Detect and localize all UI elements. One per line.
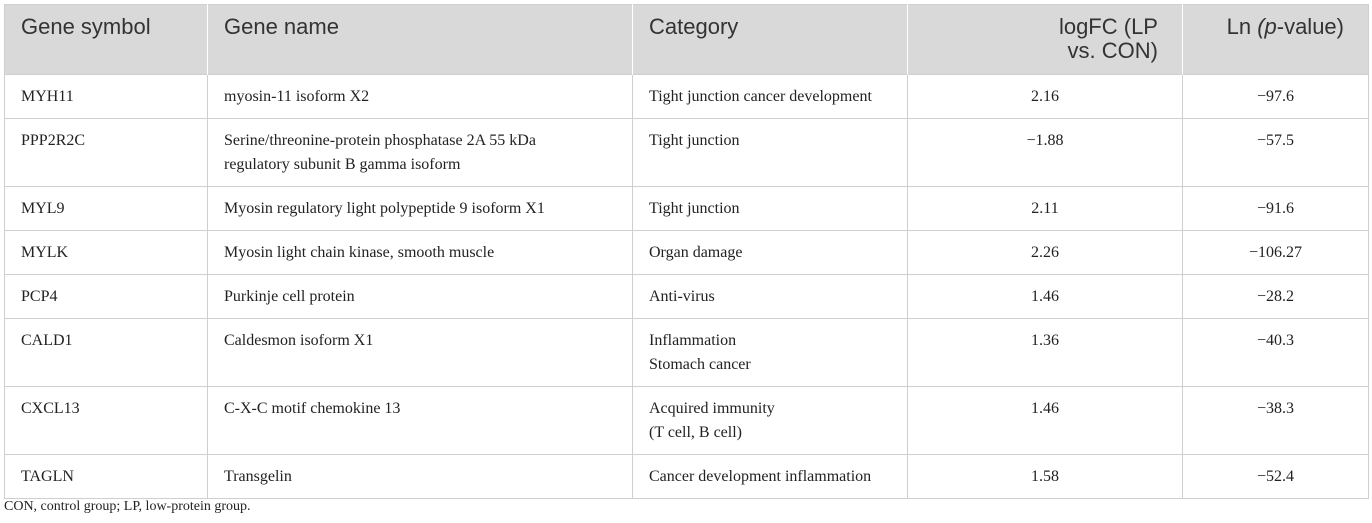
gene-name-line: Myosin light chain kinase, smooth muscle bbox=[224, 244, 495, 261]
table-footnote: CON, control group; LP, low-protein group. bbox=[4, 499, 251, 514]
category-line: Inflammation bbox=[649, 332, 737, 349]
table-row bbox=[5, 455, 1369, 499]
cell-category bbox=[633, 119, 908, 187]
category-line: Cancer development inflammation bbox=[649, 468, 872, 485]
cell-gene-name bbox=[208, 231, 633, 275]
cell-category bbox=[633, 275, 908, 319]
cell-category bbox=[633, 231, 908, 275]
cell-gene-name bbox=[208, 387, 633, 455]
cell-logfc: 1.46 bbox=[908, 275, 1183, 319]
cell-logfc: 2.11 bbox=[908, 187, 1183, 231]
cell-logfc: 1.36 bbox=[908, 319, 1183, 387]
cell-category bbox=[633, 387, 908, 455]
cell-category bbox=[633, 75, 908, 119]
cell-gene-symbol: MYLK bbox=[5, 231, 208, 275]
header-ln-prefix: Ln bbox=[1226, 14, 1258, 39]
gene-name-line: Purkinje cell protein bbox=[224, 288, 355, 305]
category-line: Organ damage bbox=[649, 244, 743, 261]
gene-name-line: Serine/threonine-protein phosphatase 2A 55 kDa bbox=[224, 132, 536, 149]
gene-name-line: Caldesmon isoform X1 bbox=[224, 332, 374, 349]
cell-logfc: 1.46 bbox=[908, 387, 1183, 455]
gene-name-line: Transgelin bbox=[224, 468, 292, 485]
cell-category bbox=[633, 187, 908, 231]
header-logfc bbox=[908, 5, 1183, 75]
header-category: Category bbox=[633, 5, 908, 75]
category-line: Tight junction bbox=[649, 132, 740, 149]
cell-logfc: 2.16 bbox=[908, 75, 1183, 119]
cell-ln-pvalue: −38.3 bbox=[1183, 387, 1369, 455]
table-row bbox=[5, 387, 1369, 455]
table-row bbox=[5, 319, 1369, 387]
cell-ln-pvalue: −97.6 bbox=[1183, 75, 1369, 119]
cell-ln-pvalue: −57.5 bbox=[1183, 119, 1369, 187]
gene-name-line: regulatory subunit B gamma isoform bbox=[224, 156, 461, 173]
cell-logfc: 1.58 bbox=[908, 455, 1183, 499]
cell-gene-name bbox=[208, 75, 633, 119]
cell-ln-pvalue: −52.4 bbox=[1183, 455, 1369, 499]
gene-table-container bbox=[4, 4, 1368, 499]
table-header-row bbox=[5, 5, 1369, 75]
category-line: (T cell, B cell) bbox=[649, 424, 742, 441]
gene-name-line: Myosin regulatory light polypeptide 9 isoform X1 bbox=[224, 200, 545, 217]
header-logfc-line1: logFC (LP bbox=[1058, 14, 1158, 39]
cell-category bbox=[633, 319, 908, 387]
cell-gene-name bbox=[208, 275, 633, 319]
table-row bbox=[5, 187, 1369, 231]
header-ln-italic: (p bbox=[1257, 14, 1277, 39]
cell-gene-symbol: PPP2R2C bbox=[5, 119, 208, 187]
cell-logfc: 2.26 bbox=[908, 231, 1183, 275]
gene-name-line: C-X-C motif chemokine 13 bbox=[224, 400, 401, 417]
cell-ln-pvalue: −91.6 bbox=[1183, 187, 1369, 231]
cell-gene-symbol: CALD1 bbox=[5, 319, 208, 387]
cell-ln-pvalue: −40.3 bbox=[1183, 319, 1369, 387]
cell-gene-name bbox=[208, 319, 633, 387]
cell-gene-name bbox=[208, 187, 633, 231]
cell-gene-name bbox=[208, 455, 633, 499]
cell-ln-pvalue: −106.27 bbox=[1183, 231, 1369, 275]
table-row bbox=[5, 275, 1369, 319]
category-line: Tight junction bbox=[649, 200, 740, 217]
category-line: Acquired immunity bbox=[649, 400, 775, 417]
header-gene-symbol: Gene symbol bbox=[5, 5, 208, 75]
table-row bbox=[5, 119, 1369, 187]
cell-gene-name bbox=[208, 119, 633, 187]
cell-ln-pvalue: −28.2 bbox=[1183, 275, 1369, 319]
cell-gene-symbol: MYL9 bbox=[5, 187, 208, 231]
cell-gene-symbol: PCP4 bbox=[5, 275, 208, 319]
header-ln-suffix: -value) bbox=[1276, 14, 1344, 39]
gene-table bbox=[4, 4, 1369, 499]
cell-gene-symbol: CXCL13 bbox=[5, 387, 208, 455]
cell-gene-symbol: MYH11 bbox=[5, 75, 208, 119]
category-line: Tight junction cancer development bbox=[649, 88, 872, 105]
table-body bbox=[5, 75, 1369, 499]
table-row bbox=[5, 75, 1369, 119]
category-line: Stomach cancer bbox=[649, 356, 751, 373]
header-ln-pvalue bbox=[1183, 5, 1369, 75]
header-logfc-line2: vs. CON) bbox=[1067, 38, 1158, 63]
category-line: Anti-virus bbox=[649, 288, 715, 305]
cell-gene-symbol: TAGLN bbox=[5, 455, 208, 499]
cell-logfc: −1.88 bbox=[908, 119, 1183, 187]
table-row bbox=[5, 231, 1369, 275]
header-gene-name: Gene name bbox=[208, 5, 633, 75]
cell-category bbox=[633, 455, 908, 499]
gene-name-line: myosin-11 isoform X2 bbox=[224, 88, 370, 105]
